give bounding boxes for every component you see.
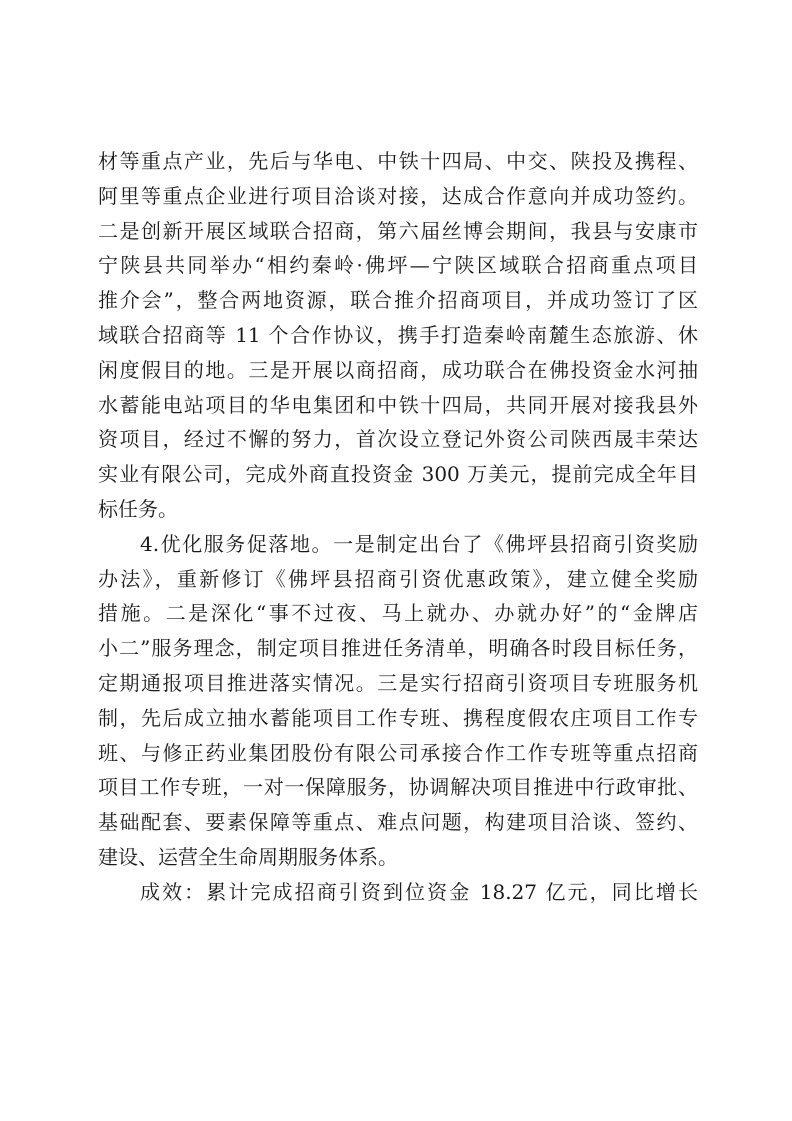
text-line: 项目工作专班，一对一保障服务，协调解决项目推进中行政审批、 bbox=[98, 775, 698, 800]
text-line: 推介会”，整合两地资源，联合推介招商项目，并成功签订了区 bbox=[98, 288, 698, 313]
text-line: 办法》，重新修订《佛坪县招商引资优惠政策》，建立健全奖励 bbox=[98, 566, 698, 591]
text-line: 实业有限公司，完成外商直投资金 300 万美元，提前完成全年目 bbox=[98, 462, 698, 487]
text-line: 材等重点产业，先后与华电、中铁十四局、中交、陕投及携程、 bbox=[98, 149, 698, 173]
text-line: 小二”服务理念，制定项目推进任务清单，明确各时段目标任务， bbox=[98, 636, 698, 661]
text-line: 成效：累计完成招商引资到位资金 18.27 亿元，同比增长 bbox=[140, 879, 698, 904]
text-line: 宁陕县共同举办“相约秦岭·佛坪—宁陕区域联合招商重点项目 bbox=[98, 253, 698, 278]
text-line: 制，先后成立抽水蓄能项目工作专班、携程度假农庄项目工作专 bbox=[98, 705, 698, 730]
paragraph-results bbox=[98, 875, 698, 910]
document-body bbox=[98, 144, 698, 910]
text-line: 建设、运营全生命周期服务体系。 bbox=[98, 844, 398, 869]
paragraph-service bbox=[98, 527, 698, 875]
text-line: 定期通报项目推进落实情况。三是实行招商引资项目专班服务机 bbox=[98, 670, 698, 695]
text-line: 标任务。 bbox=[98, 496, 178, 521]
text-line: 二是创新开展区域联合招商，第六届丝博会期间，我县与安康市 bbox=[98, 218, 698, 243]
text-line: 基础配套、要素保障等重点、难点问题，构建项目洽谈、签约、 bbox=[98, 810, 698, 835]
paragraph-continuation bbox=[98, 144, 698, 527]
text-line: 域联合招商等 11 个合作协议，携手打造秦岭南麓生态旅游、休 bbox=[98, 322, 698, 347]
text-line: 闲度假目的地。三是开展以商招商，成功联合在佛投资金水河抽 bbox=[98, 357, 698, 382]
text-line: 4.优化服务促落地。一是制定出台了《佛坪县招商引资奖励 bbox=[140, 531, 698, 556]
text-line: 资项目，经过不懈的努力，首次设立登记外资公司陕西晟丰荣达 bbox=[98, 427, 698, 452]
text-line: 阿里等重点企业进行项目洽谈对接，达成合作意向并成功签约。 bbox=[98, 183, 698, 208]
text-line: 水蓄能电站项目的华电集团和中铁十四局，共同开展对接我县外 bbox=[98, 392, 698, 417]
text-line: 班、与修正药业集团股份有限公司承接合作工作专班等重点招商 bbox=[98, 740, 698, 765]
text-line: 措施。二是深化“事不过夜、马上就办、办就办好”的“金牌店 bbox=[98, 601, 698, 626]
